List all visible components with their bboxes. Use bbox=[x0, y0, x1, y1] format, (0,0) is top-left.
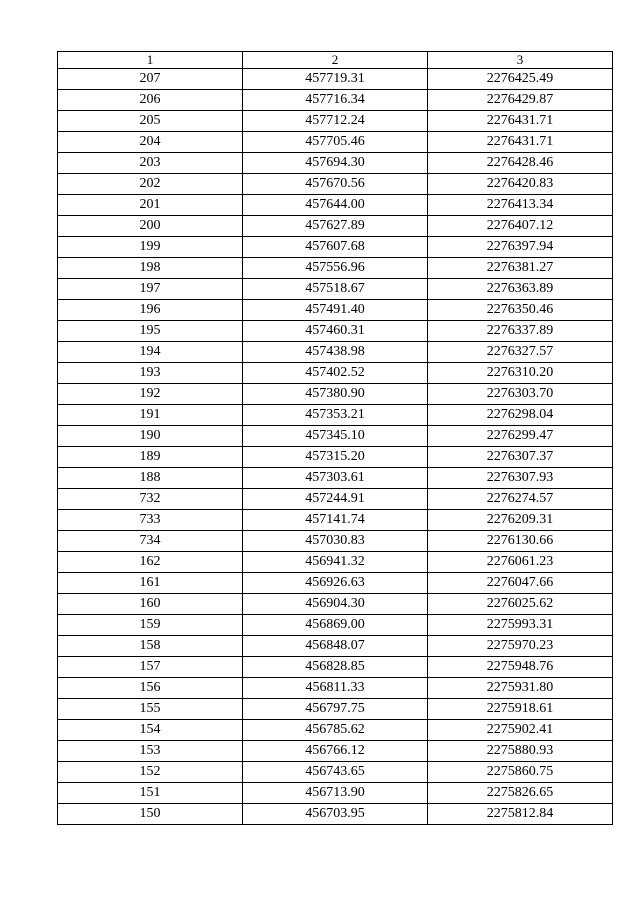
y-coordinate-cell: 2276327.57 bbox=[428, 342, 613, 363]
x-coordinate-cell: 456941.32 bbox=[243, 552, 428, 573]
y-coordinate-cell: 2276299.47 bbox=[428, 426, 613, 447]
x-coordinate-cell: 457719.31 bbox=[243, 69, 428, 90]
point-number-cell: 191 bbox=[58, 405, 243, 426]
point-number-cell: 158 bbox=[58, 636, 243, 657]
x-coordinate-cell: 457694.30 bbox=[243, 153, 428, 174]
table-row bbox=[58, 552, 613, 573]
x-coordinate-cell: 457438.98 bbox=[243, 342, 428, 363]
table-row bbox=[58, 468, 613, 489]
y-coordinate-cell: 2276307.37 bbox=[428, 447, 613, 468]
y-coordinate-cell: 2276209.31 bbox=[428, 510, 613, 531]
point-number-cell: 150 bbox=[58, 804, 243, 825]
table-row bbox=[58, 258, 613, 279]
y-coordinate-cell: 2276431.71 bbox=[428, 111, 613, 132]
point-number-cell: 154 bbox=[58, 720, 243, 741]
point-number-cell: 162 bbox=[58, 552, 243, 573]
x-coordinate-cell: 456703.95 bbox=[243, 804, 428, 825]
x-coordinate-cell: 456766.12 bbox=[243, 741, 428, 762]
x-coordinate-cell: 457705.46 bbox=[243, 132, 428, 153]
table-row bbox=[58, 195, 613, 216]
table-row bbox=[58, 111, 613, 132]
y-coordinate-cell: 2275902.41 bbox=[428, 720, 613, 741]
y-coordinate-cell: 2276431.71 bbox=[428, 132, 613, 153]
x-coordinate-cell: 457460.31 bbox=[243, 321, 428, 342]
x-coordinate-cell: 457315.20 bbox=[243, 447, 428, 468]
x-coordinate-cell: 456848.07 bbox=[243, 636, 428, 657]
point-number-cell: 159 bbox=[58, 615, 243, 636]
table-row bbox=[58, 762, 613, 783]
table-row bbox=[58, 678, 613, 699]
y-coordinate-cell: 2276337.89 bbox=[428, 321, 613, 342]
y-coordinate-cell: 2275918.61 bbox=[428, 699, 613, 720]
point-number-cell: 192 bbox=[58, 384, 243, 405]
y-coordinate-cell: 2276025.62 bbox=[428, 594, 613, 615]
x-coordinate-cell: 457716.34 bbox=[243, 90, 428, 111]
point-number-cell: 189 bbox=[58, 447, 243, 468]
table-row bbox=[58, 216, 613, 237]
y-coordinate-cell: 2276350.46 bbox=[428, 300, 613, 321]
table-row bbox=[58, 741, 613, 762]
x-coordinate-cell: 457353.21 bbox=[243, 405, 428, 426]
y-coordinate-cell: 2276061.23 bbox=[428, 552, 613, 573]
point-number-cell: 199 bbox=[58, 237, 243, 258]
point-number-cell: 193 bbox=[58, 363, 243, 384]
table-row bbox=[58, 342, 613, 363]
point-number-cell: 152 bbox=[58, 762, 243, 783]
point-number-cell: 196 bbox=[58, 300, 243, 321]
y-coordinate-cell: 2276425.49 bbox=[428, 69, 613, 90]
table-row bbox=[58, 447, 613, 468]
table-row bbox=[58, 804, 613, 825]
point-number-cell: 155 bbox=[58, 699, 243, 720]
x-coordinate-cell: 456785.62 bbox=[243, 720, 428, 741]
point-number-cell: 207 bbox=[58, 69, 243, 90]
y-coordinate-cell: 2275970.23 bbox=[428, 636, 613, 657]
y-coordinate-cell: 2276274.57 bbox=[428, 489, 613, 510]
table-row bbox=[58, 594, 613, 615]
y-coordinate-cell: 2276420.83 bbox=[428, 174, 613, 195]
y-coordinate-cell: 2275880.93 bbox=[428, 741, 613, 762]
y-coordinate-cell: 2276310.20 bbox=[428, 363, 613, 384]
table-row bbox=[58, 153, 613, 174]
y-coordinate-cell: 2275826.65 bbox=[428, 783, 613, 804]
table-row bbox=[58, 237, 613, 258]
table-row bbox=[58, 573, 613, 594]
table-row bbox=[58, 657, 613, 678]
point-number-cell: 160 bbox=[58, 594, 243, 615]
x-coordinate-cell: 457030.83 bbox=[243, 531, 428, 552]
y-coordinate-cell: 2276363.89 bbox=[428, 279, 613, 300]
header-row bbox=[58, 52, 613, 69]
point-number-cell: 197 bbox=[58, 279, 243, 300]
y-coordinate-cell: 2276130.66 bbox=[428, 531, 613, 552]
table-row bbox=[58, 426, 613, 447]
x-coordinate-cell: 456713.90 bbox=[243, 783, 428, 804]
x-coordinate-cell: 457607.68 bbox=[243, 237, 428, 258]
y-coordinate-cell: 2275993.31 bbox=[428, 615, 613, 636]
point-number-cell: 188 bbox=[58, 468, 243, 489]
x-coordinate-cell: 457244.91 bbox=[243, 489, 428, 510]
x-coordinate-cell: 456828.85 bbox=[243, 657, 428, 678]
point-number-cell: 732 bbox=[58, 489, 243, 510]
y-coordinate-cell: 2276397.94 bbox=[428, 237, 613, 258]
y-coordinate-cell: 2276381.27 bbox=[428, 258, 613, 279]
x-coordinate-cell: 457627.89 bbox=[243, 216, 428, 237]
x-coordinate-cell: 457303.61 bbox=[243, 468, 428, 489]
y-coordinate-cell: 2276413.34 bbox=[428, 195, 613, 216]
x-coordinate-cell: 457380.90 bbox=[243, 384, 428, 405]
table-row bbox=[58, 132, 613, 153]
y-coordinate-cell: 2275812.84 bbox=[428, 804, 613, 825]
point-number-cell: 201 bbox=[58, 195, 243, 216]
point-number-cell: 190 bbox=[58, 426, 243, 447]
x-coordinate-cell: 456926.63 bbox=[243, 573, 428, 594]
table-row bbox=[58, 90, 613, 111]
table-header bbox=[58, 52, 613, 69]
table-row bbox=[58, 405, 613, 426]
table-row bbox=[58, 321, 613, 342]
y-coordinate-cell: 2276407.12 bbox=[428, 216, 613, 237]
x-coordinate-cell: 457556.96 bbox=[243, 258, 428, 279]
table-row bbox=[58, 279, 613, 300]
document-page bbox=[57, 51, 612, 825]
x-coordinate-cell: 456743.65 bbox=[243, 762, 428, 783]
point-number-cell: 203 bbox=[58, 153, 243, 174]
point-number-cell: 202 bbox=[58, 174, 243, 195]
y-coordinate-cell: 2276307.93 bbox=[428, 468, 613, 489]
table-row bbox=[58, 510, 613, 531]
y-coordinate-cell: 2276428.46 bbox=[428, 153, 613, 174]
table-row bbox=[58, 636, 613, 657]
point-number-cell: 206 bbox=[58, 90, 243, 111]
point-number-cell: 734 bbox=[58, 531, 243, 552]
point-number-cell: 200 bbox=[58, 216, 243, 237]
x-coordinate-cell: 457518.67 bbox=[243, 279, 428, 300]
x-coordinate-cell: 456869.00 bbox=[243, 615, 428, 636]
x-coordinate-cell: 457712.24 bbox=[243, 111, 428, 132]
point-number-cell: 204 bbox=[58, 132, 243, 153]
table-row bbox=[58, 300, 613, 321]
table-row bbox=[58, 699, 613, 720]
table-row bbox=[58, 783, 613, 804]
point-number-cell: 153 bbox=[58, 741, 243, 762]
point-number-cell: 205 bbox=[58, 111, 243, 132]
y-coordinate-cell: 2276303.70 bbox=[428, 384, 613, 405]
x-coordinate-cell: 456797.75 bbox=[243, 699, 428, 720]
x-coordinate-cell: 456811.33 bbox=[243, 678, 428, 699]
table-row bbox=[58, 174, 613, 195]
x-coordinate-cell: 457345.10 bbox=[243, 426, 428, 447]
point-number-cell: 198 bbox=[58, 258, 243, 279]
x-coordinate-cell: 457491.40 bbox=[243, 300, 428, 321]
point-number-cell: 151 bbox=[58, 783, 243, 804]
table-row bbox=[58, 384, 613, 405]
table-row bbox=[58, 363, 613, 384]
y-coordinate-cell: 2275931.80 bbox=[428, 678, 613, 699]
x-coordinate-cell: 457670.56 bbox=[243, 174, 428, 195]
point-number-cell: 161 bbox=[58, 573, 243, 594]
x-coordinate-cell: 457644.00 bbox=[243, 195, 428, 216]
x-coordinate-cell: 456904.30 bbox=[243, 594, 428, 615]
coordinates-table bbox=[57, 51, 613, 825]
point-number-cell: 157 bbox=[58, 657, 243, 678]
point-number-cell: 195 bbox=[58, 321, 243, 342]
y-coordinate-cell: 2276298.04 bbox=[428, 405, 613, 426]
table-row bbox=[58, 69, 613, 90]
y-coordinate-cell: 2276429.87 bbox=[428, 90, 613, 111]
x-coordinate-cell: 457402.52 bbox=[243, 363, 428, 384]
point-number-cell: 194 bbox=[58, 342, 243, 363]
column-header-y-coordinate: 3 bbox=[428, 52, 613, 69]
point-number-cell: 156 bbox=[58, 678, 243, 699]
table-row bbox=[58, 615, 613, 636]
x-coordinate-cell: 457141.74 bbox=[243, 510, 428, 531]
point-number-cell: 733 bbox=[58, 510, 243, 531]
column-header-point-number: 1 bbox=[58, 52, 243, 69]
table-row bbox=[58, 489, 613, 510]
table-row bbox=[58, 720, 613, 741]
table-body bbox=[58, 69, 613, 825]
y-coordinate-cell: 2276047.66 bbox=[428, 573, 613, 594]
y-coordinate-cell: 2275860.75 bbox=[428, 762, 613, 783]
column-header-x-coordinate: 2 bbox=[243, 52, 428, 69]
table-row bbox=[58, 531, 613, 552]
y-coordinate-cell: 2275948.76 bbox=[428, 657, 613, 678]
